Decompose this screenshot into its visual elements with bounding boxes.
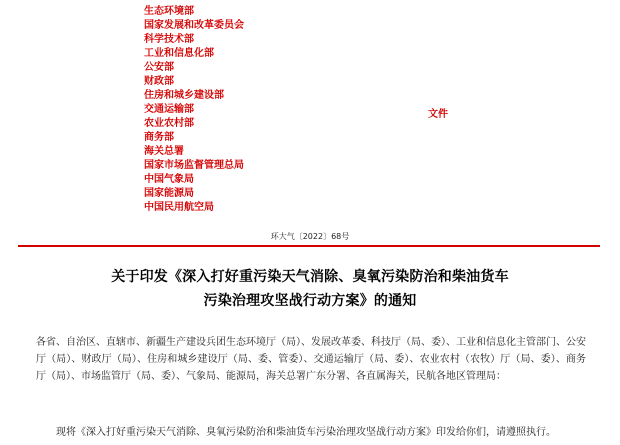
department-name: 公安部 — [144, 62, 174, 73]
recipients-paragraph: 各省、自治区、直辖市、新疆生产建设兵团生态环境厅（局）、发展改革委、科技厅（局、委）、工业和信息化主管部门、公安厅（局）、财政厅（局）、住房和城乡建设厅（局、委、管委）、交通运输厅（局、委）、农业农村（农牧）厅（局、委）、商务厅（局）、市场监管厅（局、委）、气象局、能源局，海关总署广东分署、各直属海关，民航各地区管理局： — [36, 337, 586, 382]
department-name: 交通运输部 — [144, 104, 194, 115]
issuing-departments — [144, 5, 364, 215]
department-name: 科学技术部 — [144, 34, 194, 45]
department-name: 海关总署 — [144, 146, 184, 157]
document-title-line-1: 关于印发《深入打好重污染天气消除、臭氧污染防治和柴油货车 — [111, 269, 509, 285]
wenjian-label: 文件 — [428, 109, 448, 120]
department-name: 商务部 — [144, 132, 174, 143]
document-number: 环大气〔2022〕68号 — [270, 232, 350, 241]
department-name: 国家发展和改革委员会 — [144, 20, 244, 31]
department-name: 国家能源局 — [144, 188, 194, 199]
department-name: 中国气象局 — [144, 174, 194, 185]
department-name: 国家市场监督管理总局 — [144, 160, 244, 171]
department-name: 财政部 — [144, 76, 174, 87]
department-name: 农业农村部 — [144, 118, 194, 129]
document-title-line-2: 污染治理攻坚战行动方案》的通知 — [203, 293, 417, 309]
red-divider-line — [18, 245, 600, 247]
department-name: 工业和信息化部 — [144, 48, 214, 59]
body-paragraph: 现将《深入打好重污染天气消除、臭氧污染防治和柴油货车污染治理攻坚战行动方案》印发给你们，请遵照执行。 — [56, 427, 556, 438]
department-name: 中国民用航空局 — [144, 202, 214, 213]
department-name: 住房和城乡建设部 — [144, 90, 224, 101]
department-name: 生态环境部 — [144, 6, 194, 17]
